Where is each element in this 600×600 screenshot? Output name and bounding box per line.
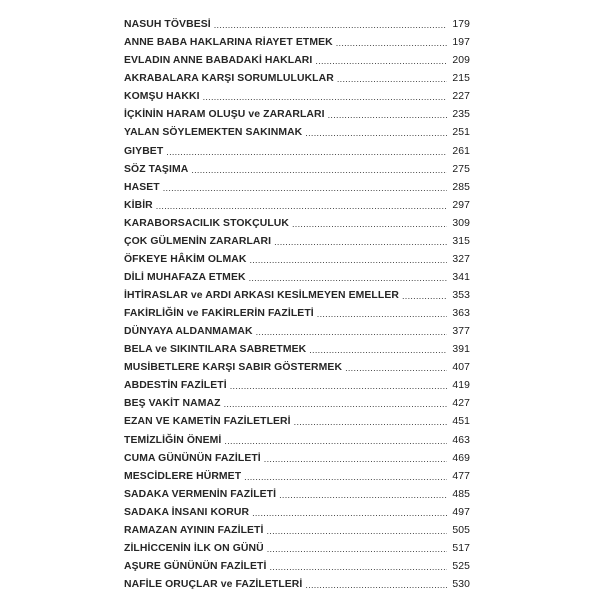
dot-leader bbox=[328, 109, 447, 121]
toc-entry-page-number: 497 bbox=[452, 506, 470, 518]
toc-entry-title: EZAN VE KAMETİN FAZİLETLERİ bbox=[124, 416, 291, 428]
toc-entry bbox=[124, 392, 470, 410]
toc-entry bbox=[124, 338, 470, 356]
toc-entry-page-number: 251 bbox=[452, 127, 470, 139]
toc-entry-page-number: 427 bbox=[452, 398, 470, 410]
toc-entry-title: YALAN SÖYLEMEKTEN SAKINMAK bbox=[124, 127, 303, 139]
toc-entry bbox=[124, 428, 470, 446]
dot-leader bbox=[267, 525, 448, 537]
toc-entry-page-number: 179 bbox=[452, 19, 470, 31]
toc-entry-title: ANNE BABA HAKLARINA RİAYET ETMEK bbox=[124, 37, 333, 49]
toc-entry-title: HASET bbox=[124, 181, 160, 193]
toc-entry bbox=[124, 194, 470, 212]
dot-leader bbox=[305, 127, 447, 139]
toc-entry bbox=[124, 49, 470, 67]
toc-entry bbox=[124, 537, 470, 555]
table-of-contents bbox=[124, 13, 470, 591]
toc-entry-page-number: 363 bbox=[452, 308, 470, 320]
dot-leader bbox=[166, 146, 447, 158]
dot-leader bbox=[249, 272, 447, 284]
toc-entry-page-number: 517 bbox=[452, 542, 470, 554]
dot-leader bbox=[274, 236, 447, 248]
toc-entry bbox=[124, 320, 470, 338]
dot-leader bbox=[244, 471, 447, 483]
toc-entry bbox=[124, 573, 470, 591]
toc-entry bbox=[124, 139, 470, 157]
toc-entry bbox=[124, 67, 470, 85]
toc-entry-title: AKRABALARA KARŞI SORUMLULUKLAR bbox=[124, 73, 334, 85]
toc-entry-title: MUSİBETLERE KARŞI SABIR GÖSTERMEK bbox=[124, 362, 343, 374]
toc-entry bbox=[124, 103, 470, 121]
toc-entry bbox=[124, 483, 470, 501]
toc-entry-title: NAFİLE ORUÇLAR ve FAZİLETLERİ bbox=[124, 579, 303, 590]
toc-entry-title: CUMA GÜNÜNÜN FAZİLETİ bbox=[124, 452, 261, 464]
toc-entry-title: DİLİ MUHAFAZA ETMEK bbox=[124, 271, 246, 283]
toc-entry-title: ÖFKEYE HÂKİM OLMAK bbox=[124, 253, 247, 265]
toc-entry-page-number: 275 bbox=[452, 163, 470, 175]
toc-entry bbox=[124, 230, 470, 248]
toc-entry-page-number: 209 bbox=[452, 55, 470, 67]
dot-leader bbox=[191, 164, 447, 176]
dot-leader bbox=[156, 200, 447, 212]
toc-entry bbox=[124, 121, 470, 139]
toc-entry-page-number: 353 bbox=[452, 290, 470, 301]
toc-entry bbox=[124, 302, 470, 320]
toc-entry-page-number: 215 bbox=[452, 73, 470, 85]
toc-entry-page-number: 297 bbox=[452, 199, 470, 211]
toc-entry-page-number: 341 bbox=[452, 271, 470, 283]
toc-entry bbox=[124, 465, 470, 483]
toc-entry-title: DÜNYAYA ALDANMAMAK bbox=[124, 326, 253, 338]
toc-entry-page-number: 315 bbox=[452, 235, 470, 247]
toc-entry-title: ÇOK GÜLMENİN ZARARLARI bbox=[124, 235, 272, 247]
dot-leader bbox=[203, 91, 447, 103]
toc-entry bbox=[124, 248, 470, 266]
toc-entry-title: İHTİRASLAR ve ARDI ARKASI KESİLMEYEN EMELLER bbox=[124, 290, 399, 301]
dot-leader bbox=[214, 19, 447, 31]
toc-entry-page-number: 505 bbox=[452, 524, 470, 536]
dot-leader bbox=[256, 326, 447, 338]
toc-entry-page-number: 463 bbox=[452, 434, 470, 446]
toc-entry-page-number: 530 bbox=[452, 579, 470, 590]
dot-leader bbox=[317, 308, 447, 320]
toc-entry-page-number: 485 bbox=[452, 488, 470, 500]
toc-entry-title: MESCİDLERE HÜRMET bbox=[124, 470, 242, 482]
toc-entry-title: EVLADIN ANNE BABADAKİ HAKLARI bbox=[124, 55, 313, 67]
dot-leader bbox=[252, 507, 447, 519]
dot-leader bbox=[267, 543, 447, 555]
toc-entry-page-number: 419 bbox=[452, 380, 470, 392]
toc-entry-page-number: 261 bbox=[452, 145, 470, 157]
toc-entry bbox=[124, 176, 470, 194]
toc-entry bbox=[124, 284, 470, 302]
toc-entry-page-number: 327 bbox=[452, 253, 470, 265]
toc-entry-title: ZİLHİCCENİN İLK ON GÜNÜ bbox=[124, 542, 264, 554]
toc-entry-page-number: 451 bbox=[452, 416, 470, 428]
dot-leader bbox=[292, 218, 447, 230]
dot-leader bbox=[336, 37, 447, 49]
dot-leader bbox=[402, 290, 447, 302]
toc-entry-title: KİBİR bbox=[124, 199, 153, 211]
toc-entry-title: RAMAZAN AYININ FAZİLETİ bbox=[124, 524, 264, 536]
toc-entry-page-number: 227 bbox=[452, 91, 470, 103]
toc-entry-title: AŞURE GÜNÜNÜN FAZİLETİ bbox=[124, 560, 267, 572]
toc-entry-page-number: 285 bbox=[452, 181, 470, 193]
toc-entry bbox=[124, 13, 470, 31]
toc-entry-title: SADAKA VERMENİN FAZİLETİ bbox=[124, 488, 277, 500]
toc-entry bbox=[124, 410, 470, 428]
toc-entry bbox=[124, 158, 470, 176]
toc-entry-title: SÖZ TAŞIMA bbox=[124, 163, 189, 175]
toc-entry-page-number: 309 bbox=[452, 217, 470, 229]
dot-leader bbox=[305, 579, 447, 591]
dot-leader bbox=[249, 254, 447, 266]
dot-leader bbox=[224, 398, 447, 410]
toc-entry bbox=[124, 212, 470, 230]
dot-leader bbox=[264, 453, 447, 465]
toc-entry-page-number: 377 bbox=[452, 326, 470, 338]
toc-entry-page-number: 197 bbox=[452, 37, 470, 49]
toc-entry-title: FAKİRLİĞİN ve FAKİRLERİN FAZİLETİ bbox=[124, 308, 314, 320]
toc-entry bbox=[124, 374, 470, 392]
toc-entry-title: GIYBET bbox=[124, 145, 164, 157]
toc-entry-title: KARABORSACILIK STOKÇULUK bbox=[124, 217, 289, 229]
toc-entry-title: BELA ve SIKINTILARA SABRETMEK bbox=[124, 344, 307, 356]
toc-entry bbox=[124, 31, 470, 49]
toc-entry bbox=[124, 356, 470, 374]
toc-entry-page-number: 525 bbox=[452, 560, 470, 572]
dot-leader bbox=[345, 362, 447, 374]
toc-entry-page-number: 407 bbox=[452, 362, 470, 374]
dot-leader bbox=[224, 435, 447, 447]
toc-entry bbox=[124, 266, 470, 284]
dot-leader bbox=[230, 380, 447, 392]
dot-leader bbox=[315, 55, 447, 67]
toc-entry bbox=[124, 519, 470, 537]
toc-entry bbox=[124, 447, 470, 465]
dot-leader bbox=[294, 416, 447, 428]
toc-entry-title: ABDESTİN FAZİLETİ bbox=[124, 380, 227, 392]
dot-leader bbox=[279, 489, 447, 501]
toc-entry-title: İÇKİNİN HARAM OLUŞU ve ZARARLARI bbox=[124, 109, 325, 121]
toc-entry-title: SADAKA İNSANI KORUR bbox=[124, 506, 250, 518]
dot-leader bbox=[163, 182, 447, 194]
toc-entry-title: KOMŞU HAKKI bbox=[124, 91, 200, 103]
toc-entry-title: TEMİZLİĞİN ÖNEMİ bbox=[124, 434, 222, 446]
dot-leader bbox=[269, 561, 447, 573]
toc-entry bbox=[124, 555, 470, 573]
toc-entry-page-number: 469 bbox=[452, 452, 470, 464]
toc-entry-title: BEŞ VAKİT NAMAZ bbox=[124, 398, 221, 410]
toc-entry-page-number: 477 bbox=[452, 470, 470, 482]
toc-entry-title: NASUH TÖVBESİ bbox=[124, 19, 211, 31]
toc-entry-page-number: 391 bbox=[452, 344, 470, 356]
toc-entry-page-number: 235 bbox=[452, 109, 470, 121]
dot-leader bbox=[309, 344, 447, 356]
toc-entry bbox=[124, 85, 470, 103]
toc-entry bbox=[124, 501, 470, 519]
dot-leader bbox=[337, 73, 447, 85]
